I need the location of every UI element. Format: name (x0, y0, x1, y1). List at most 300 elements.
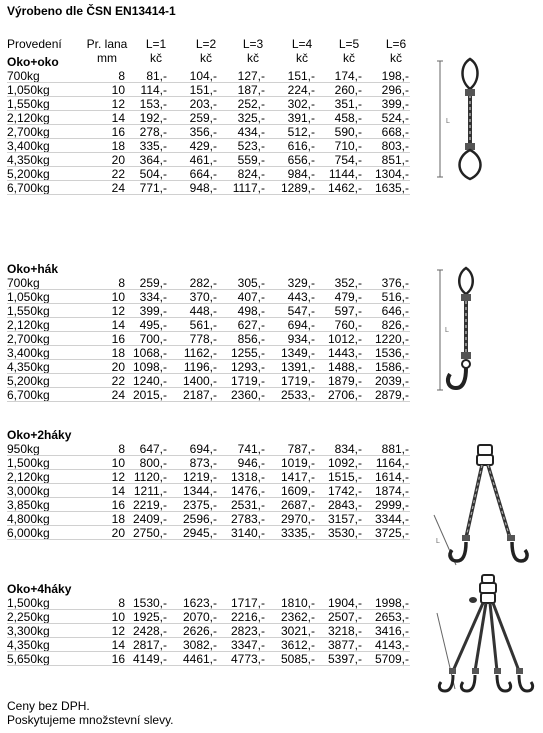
price-l4: 934,- (287, 332, 315, 346)
price-l4: 2970,- (280, 512, 315, 526)
price-l4: 302,- (287, 97, 315, 111)
price-l1: 259,- (139, 276, 167, 290)
table-row (7, 512, 427, 526)
table-row (7, 153, 427, 167)
price-l1: 399,- (139, 304, 167, 318)
section-title: Oko+oko (7, 55, 59, 69)
price-l5: 834,- (334, 442, 362, 456)
load-capacity: 700kg (7, 276, 40, 290)
price-l1: 2015,- (132, 388, 167, 402)
price-l6: 399,- (381, 97, 409, 111)
rope-diameter: 14 (111, 318, 125, 332)
price-l6: 881,- (381, 442, 409, 456)
price-l6: 803,- (381, 139, 409, 153)
price-l2: 203,- (189, 97, 217, 111)
price-l2: 282,- (189, 276, 217, 290)
price-l6: 1304,- (374, 167, 409, 181)
table-row (7, 69, 427, 83)
price-l5: 3218,- (327, 624, 362, 638)
rope-diameter: 22 (111, 374, 125, 388)
price-l2: 370,- (189, 290, 217, 304)
rope-diameter: 16 (111, 652, 125, 666)
header-rope-unit: mm (97, 51, 117, 65)
price-l4: 1417,- (280, 470, 315, 484)
table-row (7, 139, 427, 153)
price-l3: 856,- (237, 332, 265, 346)
header-unit-4: kč (296, 51, 308, 65)
price-l5: 174,- (334, 69, 362, 83)
price-l5: 1092,- (327, 456, 362, 470)
table-row (7, 125, 427, 139)
price-l3: 2783,- (230, 512, 265, 526)
price-l2: 4461,- (182, 652, 217, 666)
price-l4: 694,- (287, 318, 315, 332)
price-l3: 2360,- (230, 388, 265, 402)
price-l5: 590,- (334, 125, 362, 139)
price-l2: 664,- (189, 167, 217, 181)
price-l1: 1120,- (133, 470, 167, 484)
price-l2: 151,- (189, 83, 217, 97)
table-row (7, 596, 427, 610)
header-length-2: L=2 (195, 37, 217, 51)
price-l3: 1719,- (230, 374, 265, 388)
rope-diameter: 10 (111, 456, 125, 470)
price-l3: 3347,- (230, 638, 265, 652)
price-l6: 2039,- (374, 374, 409, 388)
price-l5: 458,- (334, 111, 362, 125)
price-l1: 81,- (146, 69, 167, 83)
table-row (7, 652, 427, 666)
load-capacity: 3,000kg (7, 484, 50, 498)
load-capacity: 3,400kg (7, 139, 50, 153)
price-l6: 826,- (381, 318, 409, 332)
table-row (7, 638, 427, 652)
price-l3: 2823,- (230, 624, 265, 638)
rope-diameter: 8 (118, 442, 125, 456)
price-l5: 1904,- (327, 596, 362, 610)
load-capacity: 4,350kg (7, 638, 50, 652)
price-l3: 187,- (237, 83, 265, 97)
price-l1: 153,- (139, 97, 167, 111)
price-l5: 1443,- (327, 346, 362, 360)
load-capacity: 5,200kg (7, 374, 50, 388)
price-l6: 1874,- (374, 484, 409, 498)
load-capacity: 6,700kg (7, 181, 50, 195)
price-l6: 2653,- (374, 610, 409, 624)
price-l1: 364,- (139, 153, 167, 167)
price-l5: 1144,- (328, 167, 362, 181)
load-capacity: 1,550kg (7, 97, 50, 111)
price-l2: 2187,- (182, 388, 217, 402)
section-title: Oko+2háky (7, 428, 72, 442)
price-l1: 1925,- (132, 610, 167, 624)
load-capacity: 4,800kg (7, 512, 50, 526)
price-l6: 1220,- (374, 332, 409, 346)
rope-diameter: 18 (111, 346, 125, 360)
load-capacity: 3,850kg (7, 498, 50, 512)
price-l3: 1476,- (230, 484, 265, 498)
section-title: Oko+4háky (7, 582, 72, 596)
price-l5: 1742,- (327, 484, 362, 498)
price-l3: 127,- (237, 69, 265, 83)
price-l2: 259,- (189, 111, 217, 125)
price-l5: 710,- (334, 139, 362, 153)
price-l1: 1240,- (132, 374, 167, 388)
table-row (7, 318, 427, 332)
price-l1: 504,- (139, 167, 167, 181)
price-l3: 741,- (237, 442, 265, 456)
row-divider (7, 539, 410, 540)
header-unit-6: kč (390, 51, 402, 65)
load-capacity: 2,120kg (7, 318, 50, 332)
load-capacity: 1,550kg (7, 304, 50, 318)
rope-diameter: 12 (111, 304, 125, 318)
price-l6: 1536,- (374, 346, 409, 360)
table-row (7, 498, 427, 512)
price-l2: 448,- (189, 304, 217, 318)
footer-vat-note: Ceny bez DPH. (7, 699, 90, 713)
rope-diameter: 10 (111, 83, 125, 97)
price-l3: 1318,- (230, 470, 265, 484)
table-row (7, 374, 427, 388)
rope-diameter: 10 (111, 290, 125, 304)
price-l4: 1019,- (280, 456, 315, 470)
rope-diameter: 14 (111, 484, 125, 498)
price-l4: 2533,- (280, 388, 315, 402)
header-length-3: L=3 (242, 37, 264, 51)
load-capacity: 1,050kg (7, 290, 50, 304)
table-row (7, 456, 427, 470)
price-l1: 771,- (139, 181, 167, 195)
table-row (7, 470, 427, 484)
footer-discount-note: Poskytujeme množstevní slevy. (7, 713, 174, 727)
price-l4: 151,- (287, 69, 315, 83)
load-capacity: 6,000kg (7, 526, 50, 540)
price-l6: 668,- (381, 125, 409, 139)
price-l1: 2219,- (132, 498, 167, 512)
table-row (7, 304, 427, 318)
price-l1: 2817,- (132, 638, 167, 652)
load-capacity: 3,300kg (7, 624, 50, 638)
price-l6: 1586,- (374, 360, 409, 374)
header-unit-3: kč (247, 51, 259, 65)
rope-diameter: 12 (111, 624, 125, 638)
price-l4: 391,- (287, 111, 315, 125)
price-l6: 1614,- (374, 470, 409, 484)
price-l4: 5085,- (280, 652, 315, 666)
price-l2: 1196,- (183, 360, 217, 374)
price-l3: 2216,- (230, 610, 265, 624)
price-l3: 434,- (237, 125, 265, 139)
price-l6: 851,- (381, 153, 409, 167)
header-length-5: L=5 (338, 37, 360, 51)
header-unit-1: kč (150, 51, 162, 65)
table-row (7, 346, 427, 360)
price-l2: 1162,- (183, 346, 217, 360)
rope-diameter: 24 (111, 388, 125, 402)
rope-diameter: 20 (111, 360, 125, 374)
rope-diameter: 8 (118, 276, 125, 290)
price-l1: 2428,- (132, 624, 167, 638)
two-leg-sling-icon (430, 443, 530, 568)
price-l4: 787,- (287, 442, 315, 456)
price-l3: 824,- (237, 167, 265, 181)
price-l6: 376,- (381, 276, 409, 290)
price-l5: 760,- (334, 318, 362, 332)
load-capacity: 2,700kg (7, 332, 50, 346)
price-l1: 334,- (139, 290, 167, 304)
price-l6: 646,- (381, 304, 409, 318)
price-l3: 1255,- (230, 346, 265, 360)
rope-diameter: 16 (111, 125, 125, 139)
table-row (7, 181, 427, 195)
rope-diameter: 12 (111, 470, 125, 484)
price-l2: 2070,- (182, 610, 217, 624)
rope-diameter: 14 (111, 638, 125, 652)
price-l5: 1462,- (327, 181, 362, 195)
load-capacity: 1,500kg (7, 596, 50, 610)
table-row (7, 167, 427, 181)
price-l5: 3530,- (327, 526, 362, 540)
rope-diameter: 16 (111, 332, 125, 346)
load-capacity: 2,120kg (7, 470, 50, 484)
table-row (7, 290, 427, 304)
price-l6: 1164,- (375, 456, 409, 470)
rope-diameter: 18 (111, 139, 125, 153)
svg-text:L: L (446, 118, 450, 125)
row-divider (7, 665, 410, 666)
table-row (7, 624, 427, 638)
price-l5: 1012,- (327, 332, 362, 346)
price-l2: 2945,- (182, 526, 217, 540)
load-capacity: 5,650kg (7, 652, 50, 666)
rope-diameter: 12 (111, 97, 125, 111)
rope-diameter: 10 (111, 610, 125, 624)
price-l3: 1293,- (230, 360, 265, 374)
table-row (7, 610, 427, 624)
price-l6: 296,- (381, 83, 409, 97)
load-capacity: 1,050kg (7, 83, 50, 97)
svg-text:L: L (445, 327, 449, 334)
price-l5: 3877,- (327, 638, 362, 652)
table-row (7, 526, 427, 540)
price-l5: 2706,- (327, 388, 362, 402)
price-l2: 1400,- (182, 374, 217, 388)
price-l2: 429,- (189, 139, 217, 153)
rope-diameter: 22 (111, 167, 125, 181)
load-capacity: 5,200kg (7, 167, 50, 181)
price-l5: 1879,- (327, 374, 362, 388)
price-l3: 407,- (237, 290, 265, 304)
price-l1: 1211,- (133, 484, 167, 498)
price-l5: 2507,- (327, 610, 362, 624)
table-row (7, 484, 427, 498)
price-l4: 547,- (287, 304, 315, 318)
price-l5: 2843,- (327, 498, 362, 512)
price-l1: 278,- (139, 125, 167, 139)
price-l6: 516,- (381, 290, 409, 304)
price-l1: 2409,- (132, 512, 167, 526)
price-l3: 498,- (237, 304, 265, 318)
price-l4: 1289,- (280, 181, 315, 195)
header-unit-5: kč (343, 51, 355, 65)
price-l2: 2596,- (182, 512, 217, 526)
load-capacity: 4,350kg (7, 153, 50, 167)
header-provedeni: Provedení (7, 37, 62, 51)
price-l1: 495,- (139, 318, 167, 332)
load-capacity: 3,400kg (7, 346, 50, 360)
row-divider (7, 194, 410, 195)
price-l3: 3140,- (230, 526, 265, 540)
price-l4: 616,- (287, 139, 315, 153)
price-l5: 1515,- (327, 470, 362, 484)
price-l4: 443,- (287, 290, 315, 304)
price-l5: 351,- (334, 97, 362, 111)
price-l2: 778,- (189, 332, 217, 346)
rope-diameter: 20 (111, 526, 125, 540)
price-l1: 1068,- (132, 346, 167, 360)
price-l5: 479,- (334, 290, 362, 304)
footer-notes (7, 699, 174, 727)
price-l1: 335,- (139, 139, 167, 153)
price-l3: 1117,- (232, 181, 265, 195)
load-capacity: 1,500kg (7, 456, 50, 470)
price-l5: 352,- (334, 276, 362, 290)
price-l6: 2999,- (374, 498, 409, 512)
rope-diameter: 24 (111, 181, 125, 195)
eye-eye-sling-icon (432, 55, 492, 183)
price-l4: 1810,- (280, 596, 315, 610)
price-l6: 1635,- (374, 181, 409, 195)
price-l6: 3344,- (374, 512, 409, 526)
price-l2: 1344,- (182, 484, 217, 498)
price-l5: 5397,- (327, 652, 362, 666)
price-l2: 356,- (189, 125, 217, 139)
price-l2: 2375,- (182, 498, 217, 512)
load-capacity: 2,700kg (7, 125, 50, 139)
header-length-4: L=4 (291, 37, 313, 51)
rope-diameter: 8 (118, 596, 125, 610)
rope-diameter: 8 (118, 69, 125, 83)
price-l6: 3416,- (374, 624, 409, 638)
eye-hook-sling-icon (432, 264, 492, 396)
price-l4: 2362,- (280, 610, 315, 624)
price-l1: 192,- (139, 111, 167, 125)
price-l1: 800,- (139, 456, 167, 470)
svg-text:L: L (436, 538, 440, 545)
price-l2: 1623,- (182, 596, 217, 610)
price-l5: 1488,- (327, 360, 362, 374)
price-l6: 4143,- (374, 638, 409, 652)
price-l2: 2626,- (182, 624, 217, 638)
price-l4: 329,- (287, 276, 315, 290)
price-l6: 5709,- (374, 652, 409, 666)
table-row (7, 83, 427, 97)
price-l6: 1998,- (374, 596, 409, 610)
price-l2: 1219,- (182, 470, 217, 484)
price-l3: 523,- (237, 139, 265, 153)
price-l3: 305,- (237, 276, 265, 290)
price-l4: 656,- (287, 153, 315, 167)
header-rope-diameter: Pr. lana (86, 37, 128, 51)
table-row (7, 388, 427, 402)
table-row (7, 442, 427, 456)
price-l1: 2750,- (132, 526, 167, 540)
price-l2: 694,- (189, 442, 217, 456)
price-l4: 3612,- (280, 638, 315, 652)
price-l2: 561,- (189, 318, 217, 332)
load-capacity: 950kg (7, 442, 40, 456)
price-l4: 1349,- (280, 346, 315, 360)
price-l6: 3725,- (374, 526, 409, 540)
price-l4: 1609,- (280, 484, 315, 498)
header-length-6: L=6 (385, 37, 407, 51)
rope-diameter: 14 (111, 111, 125, 125)
price-l4: 3021,- (280, 624, 315, 638)
price-l3: 4773,- (230, 652, 265, 666)
price-l1: 647,- (139, 442, 167, 456)
load-capacity: 6,700kg (7, 388, 50, 402)
price-l1: 4149,- (132, 652, 167, 666)
load-capacity: 4,350kg (7, 360, 50, 374)
price-l5: 754,- (334, 153, 362, 167)
price-l6: 198,- (381, 69, 409, 83)
row-divider (7, 401, 410, 402)
price-l4: 1719,- (280, 374, 315, 388)
price-l4: 2687,- (280, 498, 315, 512)
price-l1: 1098,- (132, 360, 167, 374)
price-l1: 1530,- (132, 596, 167, 610)
load-capacity: 2,120kg (7, 111, 50, 125)
price-l2: 3082,- (182, 638, 217, 652)
page-title: Výrobeno dle ČSN EN13414-1 (7, 4, 176, 18)
load-capacity: 2,250kg (7, 610, 50, 624)
header-unit-2: kč (200, 51, 212, 65)
price-l3: 2531,- (230, 498, 265, 512)
price-l3: 627,- (237, 318, 265, 332)
price-l2: 948,- (189, 181, 217, 195)
price-l3: 252,- (237, 97, 265, 111)
price-l4: 512,- (287, 125, 315, 139)
table-row (7, 276, 427, 290)
price-l2: 104,- (189, 69, 217, 83)
price-l5: 260,- (334, 83, 362, 97)
price-l4: 1391,- (280, 360, 315, 374)
price-l3: 946,- (237, 456, 265, 470)
header-length-1: L=1 (145, 37, 167, 51)
price-l6: 524,- (381, 111, 409, 125)
table-row (7, 360, 427, 374)
rope-diameter: 18 (111, 512, 125, 526)
price-l6: 2879,- (374, 388, 409, 402)
rope-diameter: 16 (111, 498, 125, 512)
price-l4: 224,- (287, 83, 315, 97)
table-row (7, 332, 427, 346)
price-l4: 3335,- (280, 526, 315, 540)
price-l3: 559,- (237, 153, 265, 167)
price-l5: 3157,- (327, 512, 362, 526)
price-l2: 873,- (189, 456, 217, 470)
price-l4: 984,- (287, 167, 315, 181)
table-row (7, 97, 427, 111)
price-l3: 1717,- (230, 596, 265, 610)
price-l2: 461,- (189, 153, 217, 167)
price-l3: 325,- (237, 111, 265, 125)
four-leg-sling-icon (425, 573, 537, 701)
price-l5: 597,- (334, 304, 362, 318)
price-l1: 700,- (139, 332, 167, 346)
section-title: Oko+hák (7, 262, 59, 276)
